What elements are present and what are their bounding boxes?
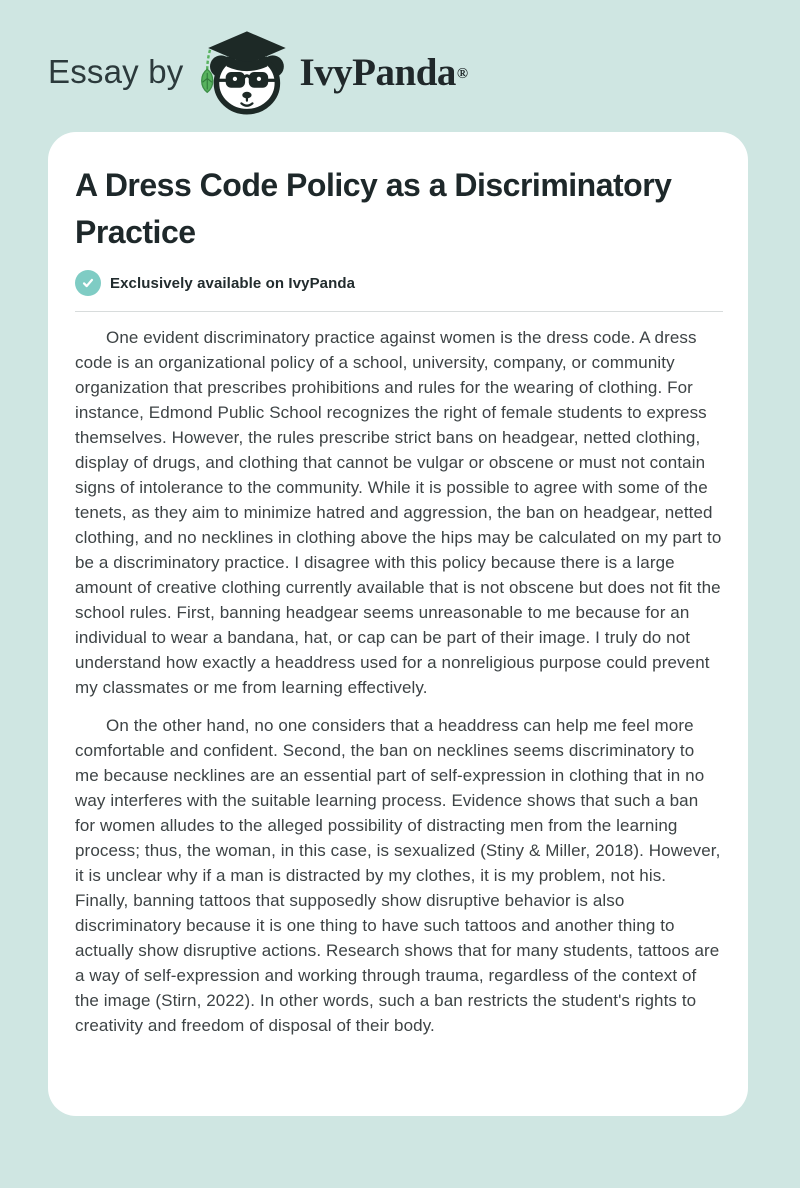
divider (75, 311, 723, 312)
essay-paragraph-2: On the other hand, no one considers that a headdress can help me feel more comfortable and confident. Second, the ban on necklines seems discriminatory to me because necklines are an essential part of self-expression in clothing that in no way interferes with the suitable learning process. Evidence shows that such a ban for women alludes to the alleged possibility of distracting men from the learning process; thus, the woman, in this case, is sexualized (Stiny & Miller, 2018). However, it is unclear why if a man is distracted by my clothes, it is my problem, not his. Finally, banning tattoos that supposedly show disruptive behavior is also discriminatory because it is one thing to have such tattoos and another thing to actually show disruptive actions. Research shows that for many students, tattoos are a way of self-expression and working through trauma, regardless of the context of the image (Stirn, 2022). In other words, such a ban restricts the student's rights to creativity and freedom of disposal of their body. (75, 716, 721, 1035)
site-header (0, 28, 800, 116)
availability-badge (75, 270, 722, 296)
checkmark-icon (75, 270, 101, 296)
page (0, 28, 800, 1188)
essay-by-label: Essay by (48, 53, 184, 90)
essay-card (48, 132, 748, 1116)
essay-paragraph-1: One evident discriminatory practice against women is the dress code. A dress code is an organizational policy of a school, university, company, or community organization that prescribes prohibitions and rules for the wearing of clothing. For instance, Edmond Public School recognizes the right of female students to express themselves. However, the rules prescribe strict bans on headgear, netted clothing, display of drugs, and clothing that cannot be vulgar or obscene or must not contain signs of intolerance to the community. While it is possible to agree with some of the tenets, as they aim to minimize hatred and aggression, the ban on headgear, netted clothing, and no necklines in clothing above the hips may be calculated on my part to be a discriminatory practice. I disagree with this policy because there is a large amount of creative clothing currently available that is not obscene but does not fit the school rules. First, banning headgear seems unreasonable to me because for an individual to wear a bandana, hat, or cap can be part of their image. I truly do not understand how exactly a headdress used for a nonreligious purpose could prevent my classmates or me from learning effectively. (75, 328, 722, 697)
essay-title: A Dress Code Policy as a Discriminatory Practice (75, 167, 672, 250)
brand-name: IvyPanda (299, 50, 456, 94)
registered-trademark: ® (456, 65, 469, 82)
ivypanda-logo[interactable] (198, 29, 468, 115)
panda-graduate-icon (198, 29, 294, 115)
essay-body (75, 325, 722, 1038)
availability-label: Exclusively available on IvyPanda (110, 274, 356, 292)
